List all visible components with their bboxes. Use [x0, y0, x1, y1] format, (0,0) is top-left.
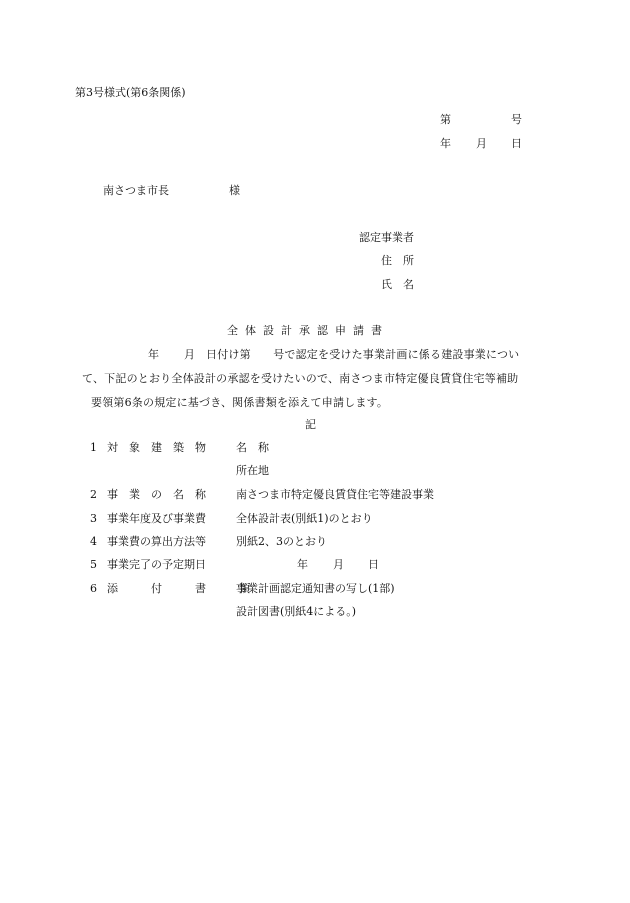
form-label: 第3号様式(第6条関係) — [75, 86, 186, 99]
date-year: 年 — [440, 137, 451, 150]
item-6-value-drawings: 設計図書(別紙4による。) — [236, 605, 357, 618]
item-3-value: 全体設計表(別紙1)のとおり — [236, 512, 373, 525]
item-1-value-name: 名 称 — [236, 441, 269, 454]
addressee-honorific: 様 — [229, 184, 240, 197]
item-4-number: 4 — [90, 535, 97, 548]
item-6-label: 添 付 書 類 — [107, 582, 261, 595]
item-3-number: 3 — [90, 512, 97, 525]
date-day: 日 — [511, 137, 522, 150]
doc-number-go: 号 — [511, 113, 522, 126]
document-title: 全体設計承認申請書 — [227, 324, 389, 337]
ki-heading: 記 — [305, 418, 316, 431]
item-1-number: 1 — [90, 441, 97, 454]
item-2-value: 南さつま市特定優良賃貸住宅等建設事業 — [236, 488, 434, 501]
doc-number-dai: 第 — [440, 113, 451, 126]
item-1-value-location: 所在地 — [236, 464, 269, 477]
item-6-value-notice: 事業計画認定通知書の写し(1部) — [236, 582, 395, 595]
body-line3: 要領第6条の規定に基づき、関係書類を添えて申請します。 — [91, 396, 389, 409]
item-6-number: 6 — [90, 582, 97, 595]
item-5-label: 事業完了の予定期日 — [107, 558, 206, 571]
item-5-number: 5 — [90, 558, 97, 571]
item-1-label: 対 象 建 築 物 — [107, 441, 206, 454]
date-month: 月 — [476, 137, 487, 150]
applicant-name-label: 氏 名 — [381, 278, 414, 291]
applicant-address-label: 住 所 — [381, 254, 414, 267]
addressee-name: 南さつま市長 — [103, 184, 169, 197]
item-2-number: 2 — [90, 488, 97, 501]
item-3-label: 事業年度及び事業費 — [107, 512, 206, 525]
item-4-value: 別紙2、3のとおり — [236, 535, 327, 548]
applicant-title: 認定事業者 — [359, 231, 414, 244]
body-line2: て、下記のとおり全体設計の承認を受けたいので、南さつま市特定優良賃貸住宅等補助 — [82, 372, 519, 385]
body-line1-rest: 日付け第 号で認定を受けた事業計画に係る建設事業につい — [206, 348, 520, 361]
body-line1-month: 月 — [184, 348, 195, 361]
item-2-label: 事 業 の 名 称 — [107, 488, 206, 501]
item-5-value-year: 年 — [297, 558, 308, 571]
body-line1-year: 年 — [148, 348, 159, 361]
item-5-value-month: 月 — [333, 558, 344, 571]
item-4-label: 事業費の算出方法等 — [107, 535, 206, 548]
item-5-value-day: 日 — [368, 558, 379, 571]
